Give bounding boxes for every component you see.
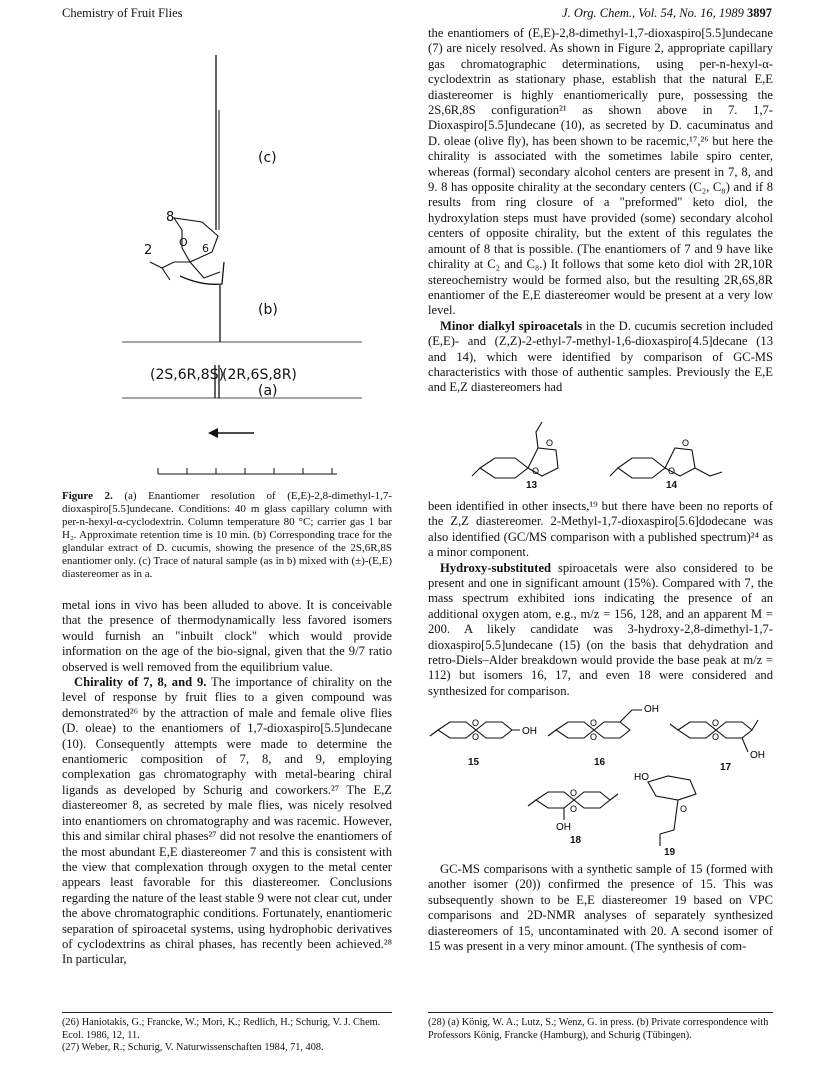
peak-label-2s6r8s: (2S,6R,8S) xyxy=(150,367,225,383)
journal-citation xyxy=(562,6,772,21)
journal-name: J. Org. Chem., Vol. 54, No. 16, 1989 xyxy=(562,6,744,20)
page-number: 3897 xyxy=(747,6,772,20)
structures-13-14 xyxy=(470,418,730,496)
structure-label-15: 15 xyxy=(468,757,480,768)
structure-16 xyxy=(556,710,642,738)
svg-text:O: O xyxy=(680,804,688,814)
s15-oh: OH xyxy=(522,726,537,737)
section-heading-minor: Minor dialkyl spiroacetals xyxy=(440,318,583,333)
struct-label-8: 8 xyxy=(166,210,175,225)
footnotes-left xyxy=(62,1017,392,1055)
footnote-rule-left xyxy=(62,1012,392,1013)
chromatogram-figure xyxy=(62,40,392,485)
structure-label-18: 18 xyxy=(570,835,582,846)
svg-text:O: O xyxy=(532,466,540,476)
right-paragraph-3: been identified in other insects,¹⁹ but there have been no reports of the Z,Z diastereomer. 2-Methyl-1,7-dioxaspiro[5.6]dodecane was also identified (GC/MS comparison with a published spectrum)²⁴ as a minor component. xyxy=(428,499,773,560)
svg-text:O: O xyxy=(472,718,480,728)
right-paragraph-4 xyxy=(428,561,773,700)
s18-oh: OH xyxy=(556,822,571,833)
peak-label-2r6s8r: (2R,6S,8R) xyxy=(222,367,297,383)
figure-2 xyxy=(62,40,392,485)
structure-label-17: 17 xyxy=(720,762,732,773)
structure-13-ring-a xyxy=(480,458,528,478)
s17-oh: OH xyxy=(750,750,765,761)
structures-15-19 xyxy=(428,700,773,855)
structure-label-16: 16 xyxy=(594,757,606,768)
structure-14-ethyl xyxy=(695,468,722,476)
caption-lead: Figure 2. xyxy=(62,490,113,502)
s16-oh: OH xyxy=(644,704,659,715)
svg-text:O: O xyxy=(712,732,720,742)
footnote-27: (27) Weber, R.; Schurig, V. Naturwissenschaften 1984, 71, 408. xyxy=(62,1042,324,1053)
struct-label-2: 2 xyxy=(144,243,153,258)
running-head: Chemistry of Fruit Flies xyxy=(62,6,183,20)
right-column-top xyxy=(428,26,773,396)
left-column xyxy=(62,598,392,968)
right-paragraph-1: the enantiomers of (E,E)-2,8-dimethyl-1,7-dioxaspiro[5.5]undecane (7) are nicely resolved. As shown in Figure 2, appropriate capillary gas chromatographic determinations, using per-n-hexyl-α-cyclodextrin as stationary phase, establish that the natural E,E diastereomer is highly enantiomerically pure, possessing the 2S,6R,8S configuration²¹ as shown above in 7. 1,7-Dioxaspiro[5.5]undecane (10), as secreted by D. cacuminatus and D. oleae (olive fly), has been shown to be racemic,¹⁷,²⁶ but here the chirality is associated with the sometimes labile spiro center, whereas (formal) secondary alcohol centers are present in 7, 8, and 9. 8 has opposite chirality at the secondary centers (C₂, C₈) and if 8 results from ring closure of a "preformed" keto diol, the hydroxylation steps must have provided (some) secondary alcohol centers of opposite chirality, but the extent of this regulates the amount of 8 that is possible. (The enantiomers of 7 and 9 have like chirality at C₂ and C₈.) It follows that some keto diol with 2R,10R stereochemistry would be formed also, but the resulting 2R,6S,8R enantiomer of the E,E diastereomer would be present at a very low level. xyxy=(428,26,773,318)
arrow-head-icon xyxy=(208,428,218,438)
footnote-26: (26) Haniotakis, G.; Francke, W.; Mori, K.; Redlich, H.; Schurig, V. J. Chem. Ecol. 1986, 12, 11. xyxy=(62,1017,381,1041)
section-heading-hydroxy: Hydroxy-substituted xyxy=(440,560,552,575)
structure-19 xyxy=(648,776,696,834)
left-paragraph-2-text: The importance of chirality on the level of response by fruit flies to a given compound was demonstrated²⁶ by the attraction of male and female olive flies (D. oleae) to the enantiomers of 1,7-dioxaspiro[5.5]undecane (10). Consequently attempts were made to determine the enantiomeric composition of 7, 8, and 9, employing complexation gas chromatography with metal-bearing chiral ligands as developed by Schurig and coworkers.²⁷ The E,Z diastereomer 8, as secreted by male flies, was nicely resolved into enantiomers on chromatography and was racemic. However, this and similar chiral phases²⁷ did not resolve the enantiomers of the most abundant E,E diastereomer 7 and this is consistent with the view that complexation through oxygen to the metal center appears least favorable for this diastereomer. Conclusions regarding the nature of the least stable 9 were not clear cut, under the above chromatographic conditions. Fortunately, enantiomeric separation of spiroacetal systems, using hydrophobic derivatives of cyclodextrins as chiral phases, has recently been achieved.²⁸ In particular, xyxy=(62,675,392,967)
trace-label-b: (b) xyxy=(258,302,278,318)
structure-13-ethyl xyxy=(536,422,542,448)
svg-text:O: O xyxy=(682,438,690,448)
svg-text:O: O xyxy=(570,804,578,814)
struct-label-o: O xyxy=(179,236,188,249)
structure-label-19: 19 xyxy=(664,847,676,858)
right-paragraph-4-text: spiroacetals were also considered to be present and one in significant amount (15%). Compared with 7, the mass spectrum exhibited ions indicating the presence of an additional oxygen atom, e.g., m/z = 156, 128, and an apparent M = 200. A likely candidate was 3-hydroxy-2,8-dimethyl-1,7-dioxaspiro[5.5]undecane (15) (on the basis that dehydration and retro-Diels–Alder breakdown would provide the base peak at m/z = 112) but isomers 16, 17, and even 18 were considered and synthesized for comparison. xyxy=(428,560,773,698)
right-paragraph-5: GC-MS comparisons with a synthetic sample of 15 (formed with another isomer (20)) confirmed the presence of 15. This was subsequently shown to be E,E diastereomer 19 based on VPC comparisons and 2D-NMR analyses of separately synthesized diastereomers of 15, uncontaminated with 20. A second isomer of 15 was present in a very minor amount. (The synthesis of com- xyxy=(428,862,773,954)
svg-text:O: O xyxy=(570,788,578,798)
svg-text:O: O xyxy=(712,718,720,728)
trace-label-a: (a) xyxy=(258,383,278,399)
spiroacetal-structure-sketch xyxy=(150,218,220,280)
footnote-28: (28) (a) König, W. A.; Lutz, S.; Wenz, G. in press. (b) Private correspondence with Professors König, Francke (Hamburg), and Schurig (Tübingen). xyxy=(428,1017,769,1041)
structure-label-13: 13 xyxy=(526,480,538,491)
struct-label-6: 6 xyxy=(202,242,209,255)
svg-text:O: O xyxy=(472,732,480,742)
section-heading-chirality: Chirality of 7, 8, and 9. xyxy=(74,675,207,690)
caption-text: (a) Enantiomer resolution of (E,E)-2,8-dimethyl-1,7-dioxaspiro[5.5]undecane. Conditions: 40 m glass capillary column with per-n-hexyl-α-cyclodextrin. Column temperature 80 °C; carrier gas 1 bar H₂. Approximate retention time is 10 min. (b) Corresponding trace for the glandular extract of D. cucumis, showing the presence of the 2S,6R,8S enantiomer only. (c) Trace of natural sample (as in b) mixed with (±)-(E,E) diastereomer as in a. xyxy=(62,490,392,580)
svg-text:O: O xyxy=(668,466,676,476)
footnote-rule-right xyxy=(428,1012,773,1013)
time-axis-ticks xyxy=(158,468,332,474)
footnotes-right xyxy=(428,1017,773,1042)
structure-14-ring-a xyxy=(618,458,665,478)
right-column-middle xyxy=(428,499,773,699)
figure-caption xyxy=(62,490,392,581)
svg-text:O: O xyxy=(546,438,554,448)
trace-label-c: (c) xyxy=(258,150,277,166)
svg-text:O: O xyxy=(590,732,598,742)
svg-text:O: O xyxy=(590,718,598,728)
right-paragraph-2-text: in the D. cucumis secretion included (E,E)- and (Z,Z)-2-ethyl-7-methyl-1,6-dioxaspiro[4.5]decane (13 and 14), which were identified by comparison of GC-MS characteristics with those of authentic samples. Previously the E,E and E,Z diastereomers had xyxy=(428,318,773,395)
right-paragraph-2 xyxy=(428,319,773,396)
left-paragraph-2 xyxy=(62,675,392,968)
left-paragraph-1: metal ions in vivo has been alluded to above. It is conceivable that the presence of thermodynamically less favored isomers would furnish an "inbuilt clock" which would provide information on the age of the bio-signal, given that the 9/7 ratio observed is well removed from the equilibrium value. xyxy=(62,598,392,674)
s19-ho: HO xyxy=(634,772,649,783)
structure-label-14: 14 xyxy=(666,480,678,491)
right-column-bottom xyxy=(428,862,773,954)
